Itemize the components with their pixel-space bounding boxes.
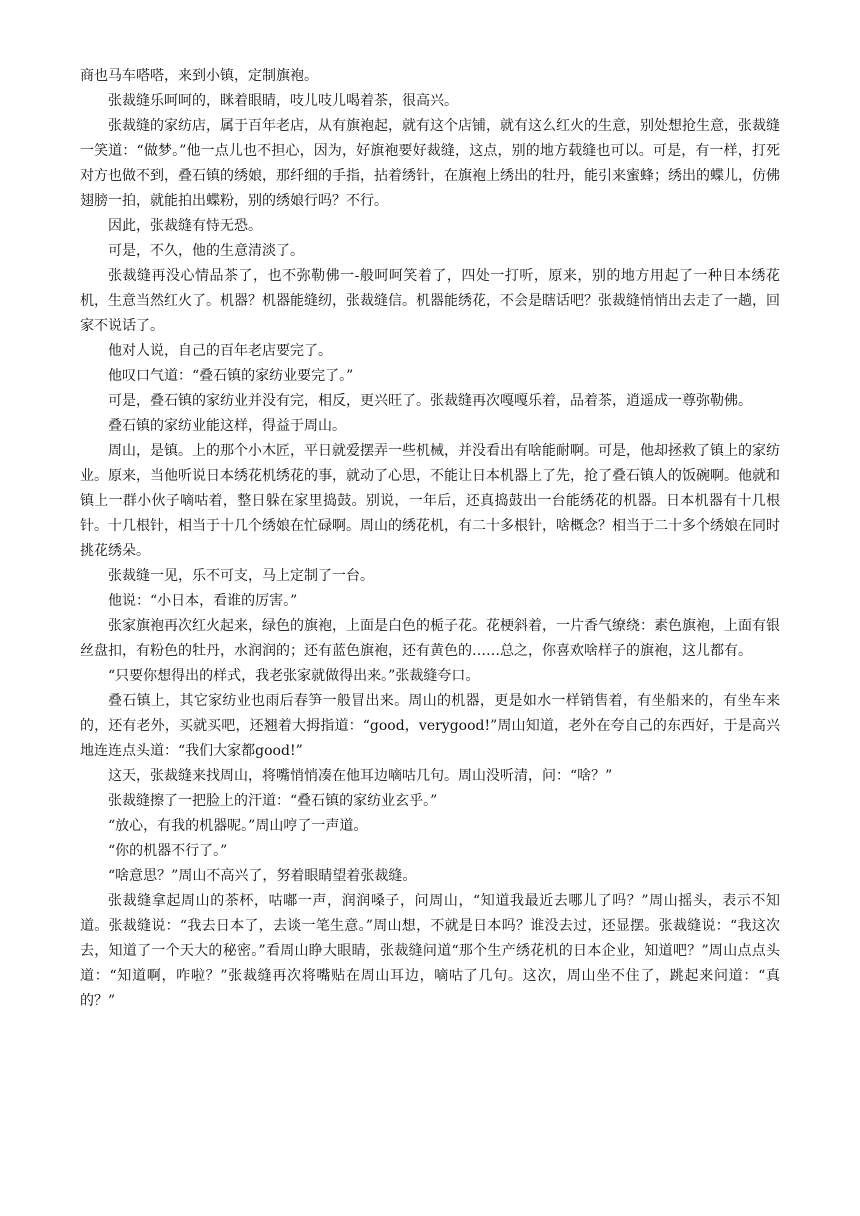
paragraph: 可是，叠石镇的家纺业并没有完，相反，更兴旺了。张裁缝再次嘎嘎乐着，品着茶，逍遥成一尊弥勒佛。 <box>108 393 752 409</box>
paragraph: “你的机器不行了。” <box>108 843 228 859</box>
paragraph: 他对人说，自己的百年老店要完了。 <box>108 343 332 359</box>
paragraph: “啥意思？”周山不高兴了，努着眼睛望着张裁缝。 <box>108 868 417 884</box>
paragraph: 他叹口气道：“叠石镇的家纺业要完了。” <box>108 368 354 384</box>
paragraph: 张裁缝一见，乐不可支，马上定制了一台。 <box>108 568 374 584</box>
paragraph: 张裁缝乐呵呵的，眯着眼睛，吱儿吱儿喝着茶，很高兴。 <box>108 93 458 109</box>
paragraph: 叠石镇上，其它家纺业也雨后春笋一般冒出来。周山的机器，更是如水一样销售着，有坐船来的，有坐车来的，还有老外，买就买吧，还翘着大拇指道：“good，verygood!”周山知道，老外在夸自己的东西好，于是高兴地连连点头道：“我们大家都good!” <box>80 693 780 759</box>
paragraph: 张家旗袍再次红火起来，绿色的旗袍，上面是白色的栀子花。花梗斜着，一片香气缭绕：素色旗袍，上面有银丝盘扣，有粉色的牡丹，水润润的；还有蓝色旗袍，还有黄色的……总之，你喜欢啥样子的旗袍，这儿都有。 <box>80 618 780 659</box>
paragraph: “放心，有我的机器呢。”周山哼了一声道。 <box>108 818 368 834</box>
paragraph: 周山，是镇。上的那个小木匠，平日就爱摆弄一些机械，并没看出有啥能耐啊。可是，他却拯救了镇上的家纺业。原来，当他听说日本绣花机绣花的事，就动了心思，不能让日本机器上了先，抢了叠石镇人的饭碗啊。他就和镇上一群小伙子嘀咕着，整日躲在家里捣鼓。别说，一年后，还真捣鼓出一台能绣花的机器。日本机器有十几根针。十几根针，相当于十几个绣娘在忙碌啊。周山的绣花机，有二十多根针，啥概念？相当于二十多个绣娘在同时挑花绣朵。 <box>80 443 780 559</box>
paragraph: 可是，不久，他的生意清淡了。 <box>108 243 304 259</box>
document-page <box>80 64 780 1014</box>
paragraph: 叠石镇的家纺业能这样，得益于周山。 <box>108 418 346 434</box>
paragraph: 因此，张裁缝有恃无恐。 <box>108 218 262 234</box>
paragraph: “只要你想得出的样式，我老张家就做得出来。”张裁缝夸口。 <box>108 668 480 684</box>
paragraph: 这天，张裁缝来找周山，将嘴悄悄凑在他耳边嘀咕几句。周山没听清，问：“啥？” <box>108 768 613 784</box>
paragraph: 张裁缝的家纺店，属于百年老店，从有旗袍起，就有这个店铺，就有这么红火的生意，别处想抢生意，张裁缝一笑道：“做梦。”他一点儿也不担心，因为，好旗袍要好裁缝，这点，别的地方载缝也可以。可是，有一样，打死对方也做不到，叠石镇的绣娘，那纤细的手指，拈着绣针，在旗袍上绣出的牡丹，能引来蜜蜂；绣出的蝶儿，仿佛翅膀一拍，就能拍出蝶粉，别的绣娘行吗？不行。 <box>80 118 780 209</box>
paragraph: 张裁缝再没心情品茶了，也不弥勒佛一-般呵呵笑着了，四处一打听，原来，别的地方用起了一种日本绣花机，生意当然红火了。机器？机器能缝纫，张裁缝信。机器能绣花，不会是瞎话吧？张裁缝悄悄出去走了一趟，回家不说话了。 <box>80 268 780 334</box>
paragraph: 张裁缝擦了一把脸上的汗道：“叠石镇的家纺业玄乎。” <box>108 793 438 809</box>
paragraph: 他说：“小日本，看谁的厉害。” <box>108 593 298 609</box>
paragraph: 张裁缝拿起周山的茶杯，咕嘟一声，润润嗓子，问周山，“知道我最近去哪儿了吗？”周山摇头，表示不知道。张裁缝说：“我去日本了，去谈一笔生意。”周山想，不就是日本吗？谁没去过，还显摆。张裁缝说：“我这次去，知道了一个天大的秘密。”看周山睁大眼睛，张裁缝问道“那个生产绣花机的日本企业，知道吧？”周山点点头道：“知道啊，咋啦？”张裁缝再次将嘴贴在周山耳边，嘀咕了几句。这次，周山坐不住了，跳起来问道：“真的？” <box>80 893 781 1009</box>
paragraph: 商也马车嗒嗒，来到小镇，定制旗袍。 <box>80 68 318 84</box>
